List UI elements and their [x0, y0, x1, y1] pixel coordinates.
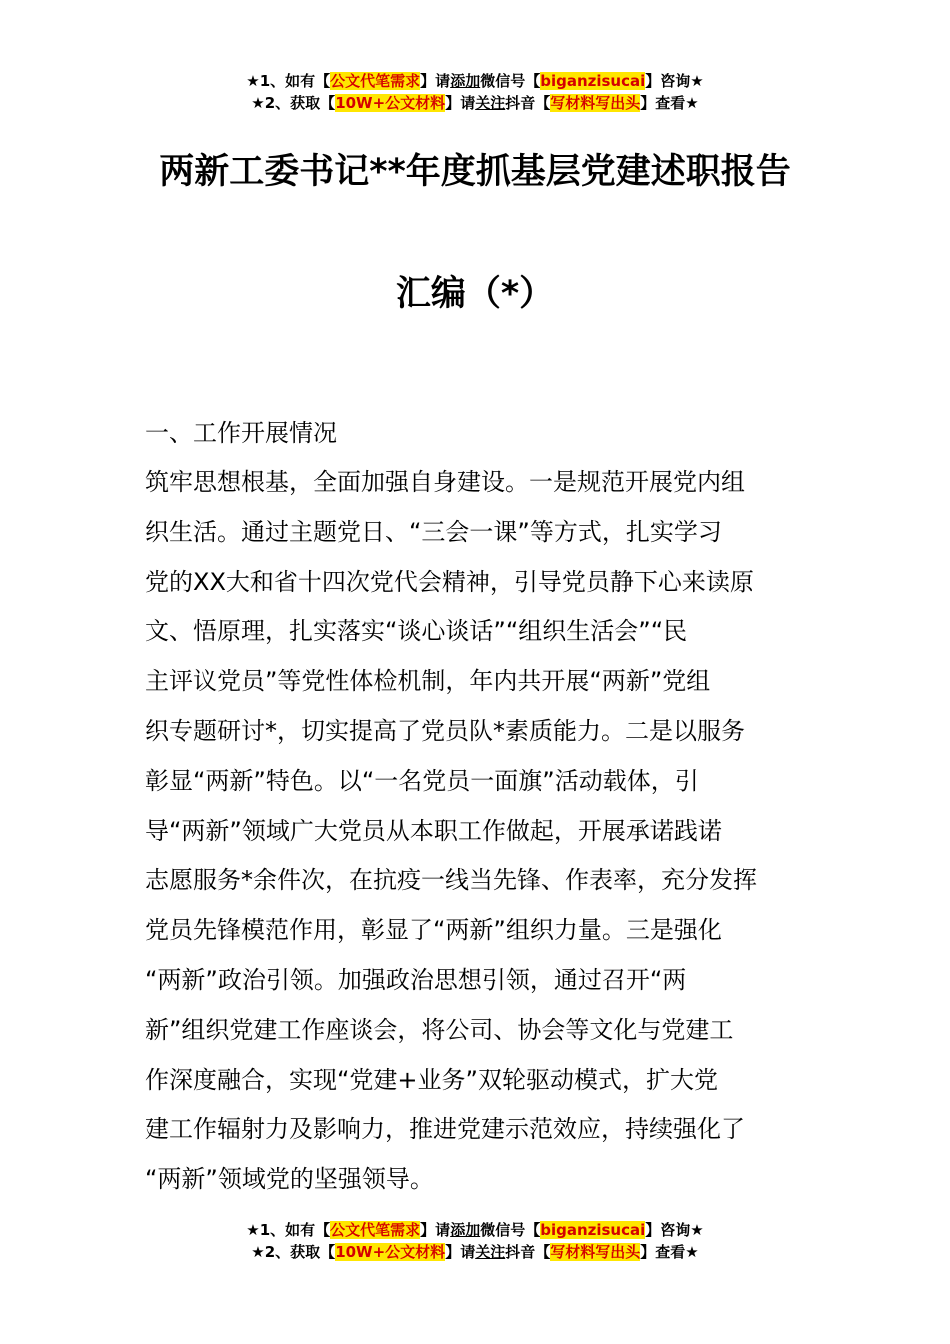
promo-highlight: 公文代笔需求: [330, 1221, 421, 1239]
promo-underline: 关注: [475, 94, 506, 112]
promo-text: 】请: [420, 1221, 451, 1239]
paragraph-line: 织专题研讨*，切实提高了党员队*素质能力。二是以服务: [145, 716, 745, 745]
paragraph-line: “两新”领域党的坚强领导。: [145, 1165, 434, 1194]
promo-highlight: 写材料写出头: [550, 94, 641, 112]
paragraph-line: 筑牢思想根基，全面加强自身建设。一是规范开展党内组: [145, 468, 745, 496]
promo-text: 抖音【: [505, 1243, 551, 1261]
promo-text: 抖音【: [505, 94, 551, 112]
document-title-line-2: 汇编（*）: [395, 274, 555, 314]
promo-underline: 关注: [475, 1243, 506, 1261]
paragraph-line: 党员先锋模范作用，彰显了“两新”组织力量。三是强化: [145, 916, 722, 945]
promo-text: ★2、获取【: [251, 1243, 336, 1261]
paragraph-line: 党的XX大和省十四次党代会精神，引导党员静下心来读原: [145, 567, 754, 596]
promo-highlight: 写材料写出头: [550, 1243, 641, 1261]
promo-highlight: 公文代笔需求: [330, 72, 421, 90]
section-heading: 一、工作开展情况: [145, 419, 337, 447]
paragraph-line: 建工作辐射力及影响力，推进党建示范效应，持续强化了: [145, 1115, 745, 1144]
paragraph-line: 织生活。通过主题党日、“三会一课”等方式，扎实学习: [145, 517, 722, 546]
promo-text: ★2、获取【: [251, 94, 336, 112]
promo-text: 】查看★: [640, 94, 699, 112]
promo-text: 微信号【: [480, 72, 541, 90]
promo-text: ★1、如有【: [246, 1221, 331, 1239]
paragraph-line: 主评议党员”等党性体检机制，年内共开展“两新”党组: [145, 667, 711, 696]
promo-text: 微信号【: [480, 1221, 541, 1239]
promo-highlight: biganzisucai: [540, 1221, 646, 1239]
body-paragraph: [145, 464, 811, 1211]
document-title-line-1: 两新工委书记**年度抓基层党建述职报告: [159, 152, 791, 192]
promo-underline: 添加: [450, 72, 481, 90]
promo-text: 】请: [420, 72, 451, 90]
promo-banner-bottom: [0, 1219, 950, 1263]
paragraph-line: 新”组织党建工作座谈会，将公司、协会等文化与党建工: [145, 1015, 734, 1044]
paragraph-line: “两新”政治引领。加强政治思想引领，通过召开“两: [145, 965, 687, 994]
promo-text: 】咨询★: [645, 72, 704, 90]
promo-text: ★1、如有【: [246, 72, 331, 90]
promo-underline: 添加: [450, 1221, 481, 1239]
promo-line-1: [0, 1219, 950, 1241]
paragraph-line: 文、悟原理，扎实落实“谈心谈话”“组织生活会”“民: [145, 617, 688, 646]
promo-highlight: biganzisucai: [540, 72, 646, 90]
promo-text: 】请: [445, 1243, 476, 1261]
paragraph-line: 导“两新”领域广大党员从本职工作做起，开展承诺践诺: [145, 816, 722, 845]
promo-highlight: 10W+公文材料: [335, 94, 446, 112]
promo-highlight: 10W+公文材料: [335, 1243, 446, 1261]
promo-text: 】查看★: [640, 1243, 699, 1261]
paragraph-line: 彰显“两新”特色。以“一名党员一面旗”活动载体，引: [145, 766, 699, 795]
promo-banner-top: [0, 70, 950, 114]
promo-text: 】请: [445, 94, 476, 112]
promo-line-2: [0, 1241, 950, 1263]
promo-line-2: [0, 92, 950, 114]
paragraph-line: 作深度融合，实现“党建+业务”双轮驱动模式，扩大党: [145, 1065, 718, 1094]
promo-line-1: [0, 70, 950, 92]
promo-text: 】咨询★: [645, 1221, 704, 1239]
paragraph-line: 志愿服务*余件次，在抗疫一线当先锋、作表率，充分发挥: [145, 866, 757, 895]
